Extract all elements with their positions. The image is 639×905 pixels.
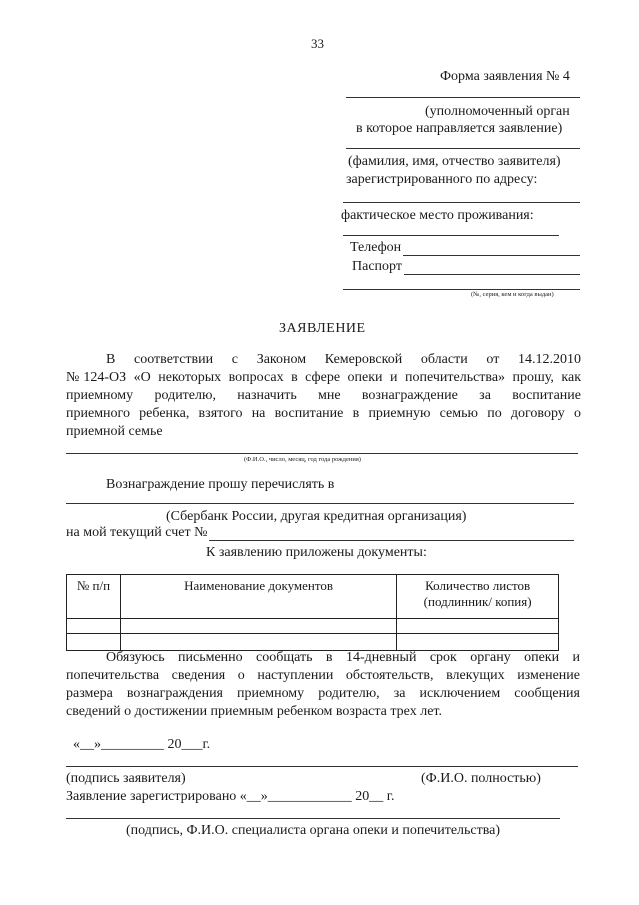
passport-details-field[interactable] (343, 289, 580, 290)
account-field[interactable] (209, 527, 574, 541)
fio-label: (фамилия, имя, отчество заявителя) (348, 154, 561, 169)
bank-field[interactable] (66, 503, 574, 504)
attached-docs-label: К заявлению приложены документы: (206, 545, 427, 560)
bank-note: (Сбербанк России, другая кредитная организация) (166, 509, 467, 524)
documents-table-header (67, 575, 559, 619)
authority-label-1: (уполномоченный орган (425, 104, 570, 119)
table-cell[interactable] (120, 619, 396, 634)
table-cell[interactable] (67, 634, 121, 651)
phone-field[interactable] (403, 242, 580, 256)
registered-address-label: зарегистрированного по адресу: (346, 172, 538, 187)
body-line-4: приемного ребенка, взятого на воспитание в приемную семью по договору о (66, 406, 581, 421)
child-info-field[interactable] (66, 453, 578, 454)
table-cell[interactable] (397, 619, 559, 634)
phone-label: Телефон (350, 240, 402, 255)
col-sheets-title: Количество листов (425, 578, 531, 593)
table-cell[interactable] (120, 634, 396, 651)
fio-full-label: (Ф.И.О. полностью) (421, 771, 541, 786)
account-row (66, 524, 574, 541)
registered-address-field[interactable] (343, 202, 580, 203)
col-name-header: Наименование документов (120, 575, 396, 619)
passport-label: Паспорт (352, 259, 402, 274)
col-sheets-header (397, 575, 559, 619)
body-line-5: приемной семье (66, 424, 163, 439)
authority-field[interactable] (346, 97, 580, 98)
col-sheets-sub: (подлинник/ копия) (423, 594, 532, 609)
body-line-3: приемному родителю, назначить мне вознаграждение за воспитание (66, 388, 581, 403)
registration-line[interactable]: Заявление зарегистрировано «__»____________ 20__ г. (66, 789, 395, 804)
obligation-line-4: сведений о достижении приемным ребенком возраста трех лет. (66, 704, 442, 719)
page-number: 33 (311, 36, 324, 51)
actual-residence-field[interactable] (343, 235, 559, 236)
signature-label: (подпись заявителя) (66, 771, 186, 786)
documents-table (66, 574, 559, 651)
actual-residence-label: фактическое место проживания: (341, 208, 534, 223)
passport-note: (№, серия, кем и когда выдан) (471, 291, 554, 298)
passport-field[interactable] (404, 261, 580, 275)
document-title: ЗАЯВЛЕНИЕ (279, 321, 366, 336)
specialist-label: (подпись, Ф.И.О. специалиста органа опеки и попечительства) (126, 823, 501, 838)
authority-label-2: в которое направляется заявление) (356, 121, 563, 136)
passport-row (352, 258, 580, 275)
table-cell[interactable] (67, 619, 121, 634)
body-line-1: В соответствии с Законом Кемеровской области от 14.12.2010 (106, 352, 581, 367)
fio-field[interactable] (346, 148, 580, 149)
specialist-signature-field[interactable] (66, 818, 560, 819)
col-number-header: № п/п (67, 575, 121, 619)
obligation-line-2: попечительства сведения о наступлении обстоятельств, влекущих изменение (66, 668, 580, 683)
transfer-label: Вознаграждение прошу перечислять в (106, 477, 335, 492)
table-row (67, 634, 559, 651)
body-line-2: №124-ОЗ «О некоторых вопросах в сфере опеки и попечительства» прошу, как (66, 370, 581, 385)
table-cell[interactable] (397, 634, 559, 651)
date-field[interactable]: «__»_________ 20___г. (73, 737, 211, 752)
signature-field[interactable] (66, 766, 578, 767)
obligation-line-1: Обязуюсь письменно сообщать в 14-дневный срок органу опеки и (106, 650, 580, 665)
form-label: Форма заявления № 4 (440, 69, 570, 84)
obligation-line-3: размера вознаграждения приемному родителю, за исключением сообщения (66, 686, 580, 701)
phone-row (350, 239, 580, 256)
account-label: на мой текущий счет № (66, 525, 208, 540)
table-row (67, 619, 559, 634)
child-info-note: (Ф.И.О., число, месяц, год года рождения) (244, 456, 361, 463)
